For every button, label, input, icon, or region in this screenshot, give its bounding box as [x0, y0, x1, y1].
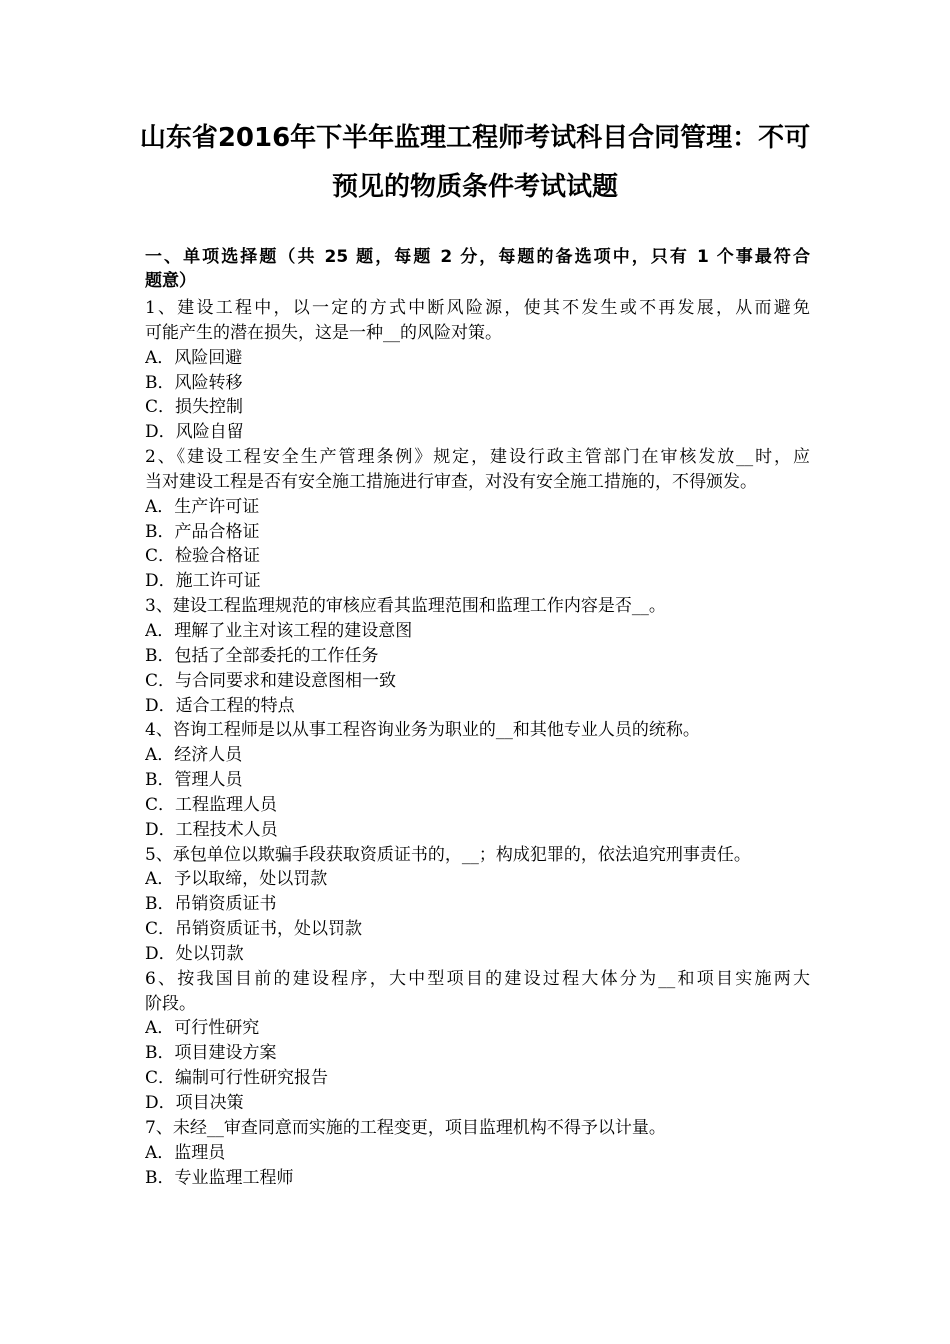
answer-option: C．损失控制 — [145, 397, 244, 418]
answer-option: A．可行性研究 — [145, 1018, 260, 1039]
question-stem-line: 5、承包单位以欺骗手段获取资质证书的，__；构成犯罪的，依法追究刑事责任。 — [145, 844, 751, 865]
answer-option: B．吊销资质证书 — [145, 894, 277, 915]
answer-option: D．风险自留 — [145, 422, 244, 443]
answer-option: B．包括了全部委托的工作任务 — [145, 645, 379, 666]
question-stem-line: 6、按我国目前的建设程序，大中型项目的建设过程大体分为__和项目实施两大 — [145, 968, 810, 989]
question-stem-line: 2、《建设工程安全生产管理条例》规定，建设行政主管部门在审核发放__时，应 — [145, 447, 810, 468]
question-stem-line: 阶段。 — [145, 993, 196, 1014]
answer-option: C．工程监理人员 — [145, 794, 278, 815]
answer-option: B．项目建设方案 — [145, 1043, 277, 1064]
document-title-line-2: 预见的物质条件考试试题 — [331, 172, 618, 202]
answer-option: D．处以罚款 — [145, 943, 244, 964]
answer-option: D．适合工程的特点 — [145, 695, 295, 716]
answer-option: A．监理员 — [145, 1142, 226, 1163]
answer-option: B．专业监理工程师 — [145, 1167, 294, 1188]
answer-option: D．项目决策 — [145, 1093, 244, 1113]
question-stem-line: 1、建设工程中，以一定的方式中断风险源，使其不发生或不再发展，从而避免 — [145, 298, 810, 318]
section-heading-line-1: 一、单项选择题（共 25 题，每题 2 分，每题的备选项中，只有 1 个事最符合 — [145, 247, 810, 267]
answer-option: B．管理人员 — [145, 770, 243, 791]
question-stem-line: 4、咨询工程师是以从事工程咨询业务为职业的__和其他专业人员的统称。 — [145, 720, 700, 741]
answer-option: A．生产许可证 — [145, 496, 260, 517]
question-list — [145, 296, 810, 1190]
question-stem-line: 当对建设工程是否有安全施工措施进行审查，对没有安全施工措施的，不得颁发。 — [145, 471, 757, 492]
question-stem-line: 7、未经__审查同意而实施的工程变更，项目监理机构不得予以计量。 — [145, 1117, 666, 1138]
answer-option: D．施工许可证 — [145, 571, 261, 592]
answer-option: C．与合同要求和建设意图相一致 — [145, 670, 397, 691]
answer-option: C．吊销资质证书，处以罚款 — [145, 919, 363, 940]
answer-option: A．予以取缔，处以罚款 — [145, 869, 328, 890]
question-stem-line: 可能产生的潜在损失，这是一种__的风险对策。 — [145, 322, 502, 343]
answer-option: D．工程技术人员 — [145, 819, 278, 840]
answer-option: A．风险回避 — [145, 347, 243, 368]
question-stem-line: 3、建设工程监理规范的审核应看其监理范围和监理工作内容是否__。 — [145, 596, 666, 617]
section-heading-line-2: 题意） — [145, 271, 196, 291]
answer-option: A．理解了业主对该工程的建设意图 — [145, 620, 413, 641]
answer-option: A．经济人员 — [145, 745, 243, 766]
answer-option: B．产品合格证 — [145, 521, 260, 542]
answer-option: C．编制可行性研究报告 — [145, 1068, 329, 1089]
answer-option: B．风险转移 — [145, 372, 243, 393]
document-title-line-1: 山东省2016年下半年监理工程师考试科目合同管理：不可 — [139, 123, 811, 153]
answer-option: C．检验合格证 — [145, 546, 261, 567]
